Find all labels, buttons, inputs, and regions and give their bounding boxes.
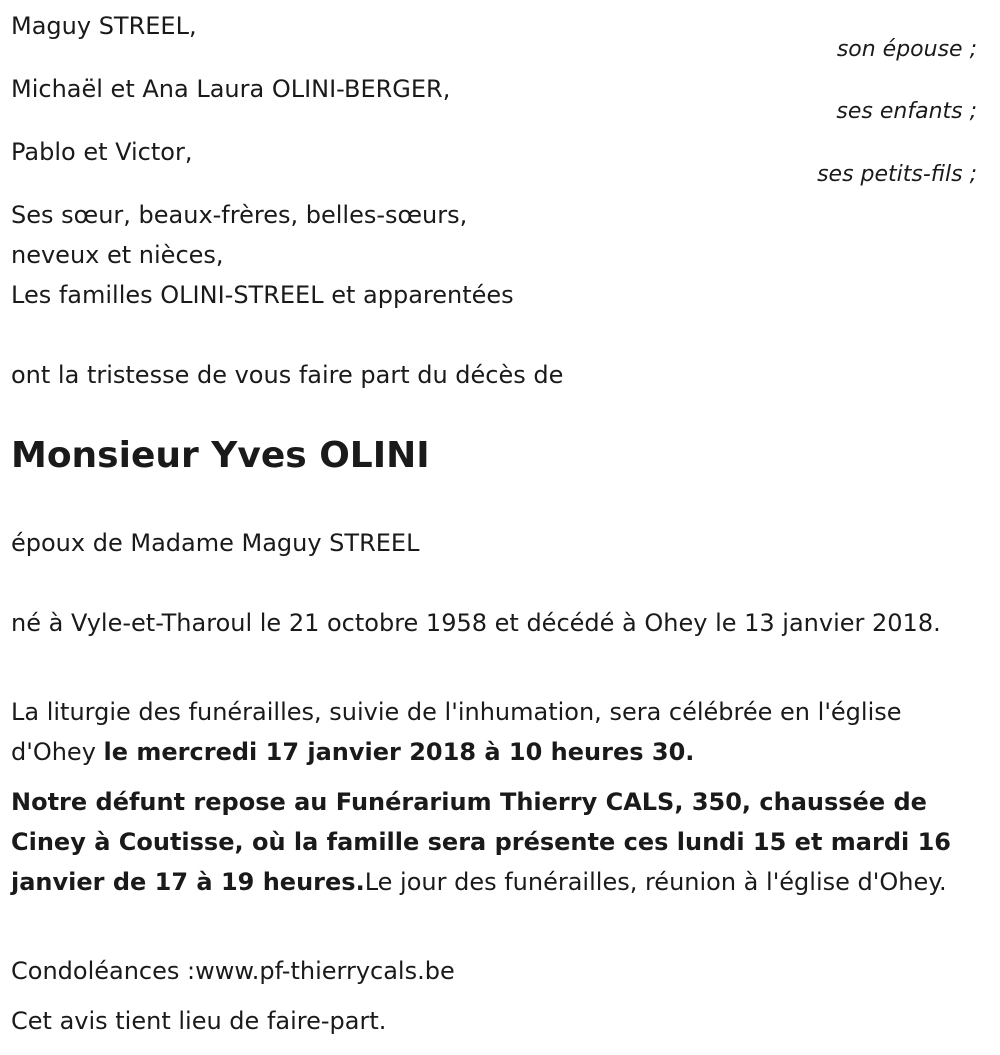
visitation-details: Notre défunt repose au Funérarium Thierry CALS, 350, chaussée de Ciney à Coutisse, où la famille sera présente ces lundi 15 et mardi 16 janvier de 17 à 19 heures. bbox=[11, 788, 951, 896]
family-name-spouse: Maguy STREEL, bbox=[11, 12, 197, 40]
deceased-name: Monsieur Yves OLINI bbox=[11, 435, 430, 476]
other-relatives-line-2: neveux et nièces, bbox=[11, 241, 224, 269]
family-name-grandchildren: Pablo et Victor, bbox=[11, 138, 193, 166]
family-relation-children: ses enfants ; bbox=[836, 99, 977, 124]
visitation-paragraph bbox=[11, 782, 986, 902]
announcement-text: ont la tristesse de vous faire part du décès de bbox=[11, 361, 564, 389]
family-relation-spouse: son épouse ; bbox=[836, 37, 977, 62]
family-relation-grandchildren: ses petits-fils ; bbox=[817, 162, 977, 187]
birth-death-text: né à Vyle-et-Tharoul le 21 octobre 1958 et décédé à Ohey le 13 janvier 2018. bbox=[11, 609, 941, 637]
liturgy-date: le mercredi 17 janvier 2018 à 10 heures 30. bbox=[103, 738, 695, 766]
visitation-note: Le jour des funérailles, réunion à l'église d'Ohey. bbox=[364, 868, 947, 896]
liturgy-paragraph bbox=[11, 692, 986, 772]
liturgy-text: La liturgie des funérailles, suivie de l'inhumation, sera célébrée en l'église d'Ohey bbox=[11, 698, 902, 766]
spouse-line: époux de Madame Maguy STREEL bbox=[11, 529, 420, 557]
closing-note: Cet avis tient lieu de faire-part. bbox=[11, 1007, 387, 1035]
family-name-children: Michaël et Ana Laura OLINI-BERGER, bbox=[11, 75, 451, 103]
condolences-link[interactable]: Condoléances :www.pf-thierrycals.be bbox=[11, 957, 455, 985]
other-relatives-line-1: Ses sœur, beaux-frères, belles-sœurs, bbox=[11, 201, 468, 229]
other-relatives-line-3: Les familles OLINI-STREEL et apparentées bbox=[11, 281, 514, 309]
